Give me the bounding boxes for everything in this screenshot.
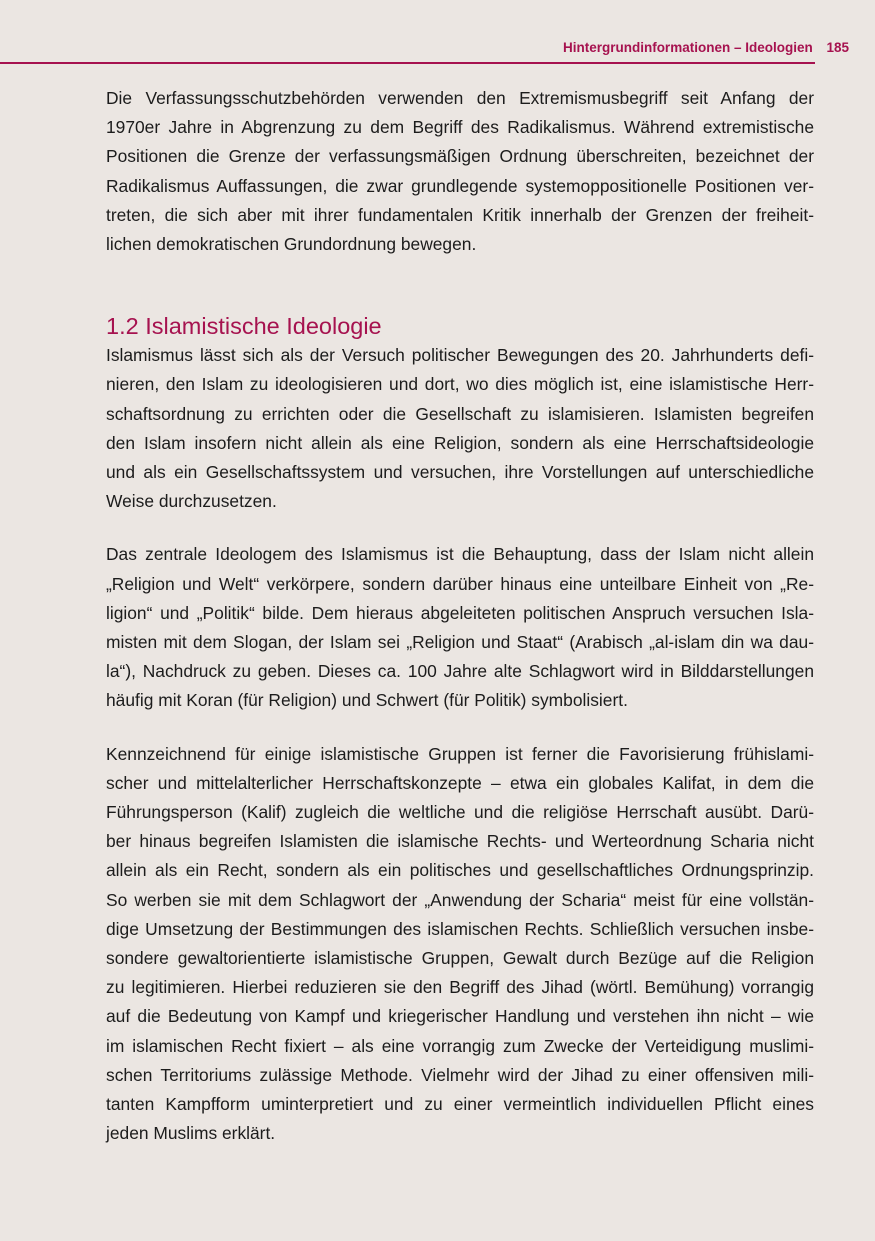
text-line: tanten Kampfform uminterpretiert und zu einer vermeintlich individuellen Pflicht eines — [106, 1094, 814, 1115]
running-header — [563, 40, 849, 55]
text-line: jeden Muslims erklärt. — [106, 1123, 276, 1144]
text-line: 1970er Jahre in Abgrenzung zu dem Begriff des Radikalismus. Während extremistische — [106, 117, 814, 138]
text-line: scher und mittelalterlicher Herrschaftskonzepte – etwa ein globales Kalifat, in dem die — [106, 772, 814, 793]
text-line: allein als ein Recht, sondern als ein politisches und gesellschaftliches Ordnungsprinzip. — [106, 860, 814, 881]
text-line: dige Umsetzung der Bestimmungen des islamischen Rechts. Schließlich versuchen insbe- — [106, 918, 814, 939]
section-heading: 1.2 Islamistische Ideologie — [106, 313, 382, 340]
intro-paragraph — [106, 84, 814, 259]
text-line: nieren, den Islam zu ideologisieren und dort, wo dies möglich ist, eine islamistische Herr- — [106, 374, 814, 395]
text-line: und als ein Gesellschaftssystem und versuchen, ihre Vorstellungen auf unterschiedliche — [106, 462, 814, 483]
text-line: schaftsordnung zu errichten oder die Gesellschaft zu islamisieren. Islamisten begreifen — [106, 403, 814, 424]
text-line: Kennzeichnend für einige islamistische Gruppen ist ferner die Favorisierung frühislami- — [106, 743, 814, 764]
header-rule — [0, 62, 815, 64]
text-line: Führungsperson (Kalif) zugleich die weltliche und die religiöse Herrschaft ausübt. Darü- — [106, 802, 814, 823]
section-paragraph-1 — [106, 341, 814, 516]
text-line: ber hinaus begreifen Islamisten die islamische Rechts- und Werteordnung Scharia nicht — [106, 831, 814, 852]
text-line: im islamischen Recht fixiert – als eine vorrangig zum Zwecke der Verteidigung muslimi- — [106, 1035, 814, 1056]
text-line: den Islam insofern nicht allein als eine Religion, sondern als eine Herrschaftsideologie — [106, 432, 814, 453]
text-line: Das zentrale Ideologem des Islamismus ist die Behauptung, dass der Islam nicht allein — [106, 544, 814, 565]
text-line: ligion“ und „Politik“ bilde. Dem hieraus abgeleiteten politischen Anspruch versuchen Isla- — [106, 602, 814, 623]
section-paragraph-3 — [106, 740, 814, 1149]
text-line: misten mit dem Slogan, der Islam sei „Religion und Staat“ (Arabisch „al-islam din wa dau- — [106, 632, 814, 653]
text-line: „Religion und Welt“ verkörpere, sondern darüber hinaus eine unteilbare Einheit von „Re- — [106, 573, 814, 594]
text-line: Weise durchzusetzen. — [106, 491, 277, 512]
text-line: Die Verfassungsschutzbehörden verwenden den Extremismusbegriff seit Anfang der — [106, 88, 814, 108]
text-line: häufig mit Koran (für Religion) und Schwert (für Politik) symbolisiert. — [106, 690, 628, 711]
running-title: Hintergrundinformationen – Ideologien — [562, 40, 813, 55]
text-line: So werben sie mit dem Schlagwort der „Anwendung der Scharia“ meist für eine vollstän- — [106, 889, 814, 910]
text-line: la“), Nachdruck zu geben. Dieses ca. 100 Jahre alte Schlagwort wird in Bilddarstellungen — [106, 661, 814, 682]
text-line: treten, die sich aber mit ihrer fundamentalen Kritik innerhalb der Grenzen der freiheit- — [106, 204, 814, 225]
text-line: Positionen die Grenze der verfassungsmäßigen Ordnung überschreiten, bezeichnet der — [106, 146, 814, 167]
text-line: Radikalismus Auffassungen, die zwar grundlegende systemoppositionelle Positionen ver- — [106, 175, 814, 196]
text-line: lichen demokratischen Grundordnung bewegen. — [106, 234, 477, 255]
section-paragraph-2 — [106, 540, 814, 715]
text-line: zu legitimieren. Hierbei reduzieren sie den Begriff des Jihad (wörtl. Bemühung) vorrangig — [106, 977, 814, 998]
text-line: auf die Bedeutung von Kampf und kriegerischer Handlung und verstehen ihn nicht – wie — [106, 1006, 814, 1027]
text-line: Islamismus lässt sich als der Versuch politischer Bewegungen des 20. Jahrhunderts defi- — [106, 345, 814, 366]
text-line: sondere gewaltorientierte islamistische Gruppen, Gewalt durch Bezüge auf die Religion — [106, 948, 814, 969]
page-number: 185 — [826, 40, 849, 55]
page-body — [106, 84, 814, 1149]
text-line: schen Territoriums zulässige Methode. Vielmehr wird der Jihad zu einer offensiven mili- — [106, 1064, 814, 1085]
